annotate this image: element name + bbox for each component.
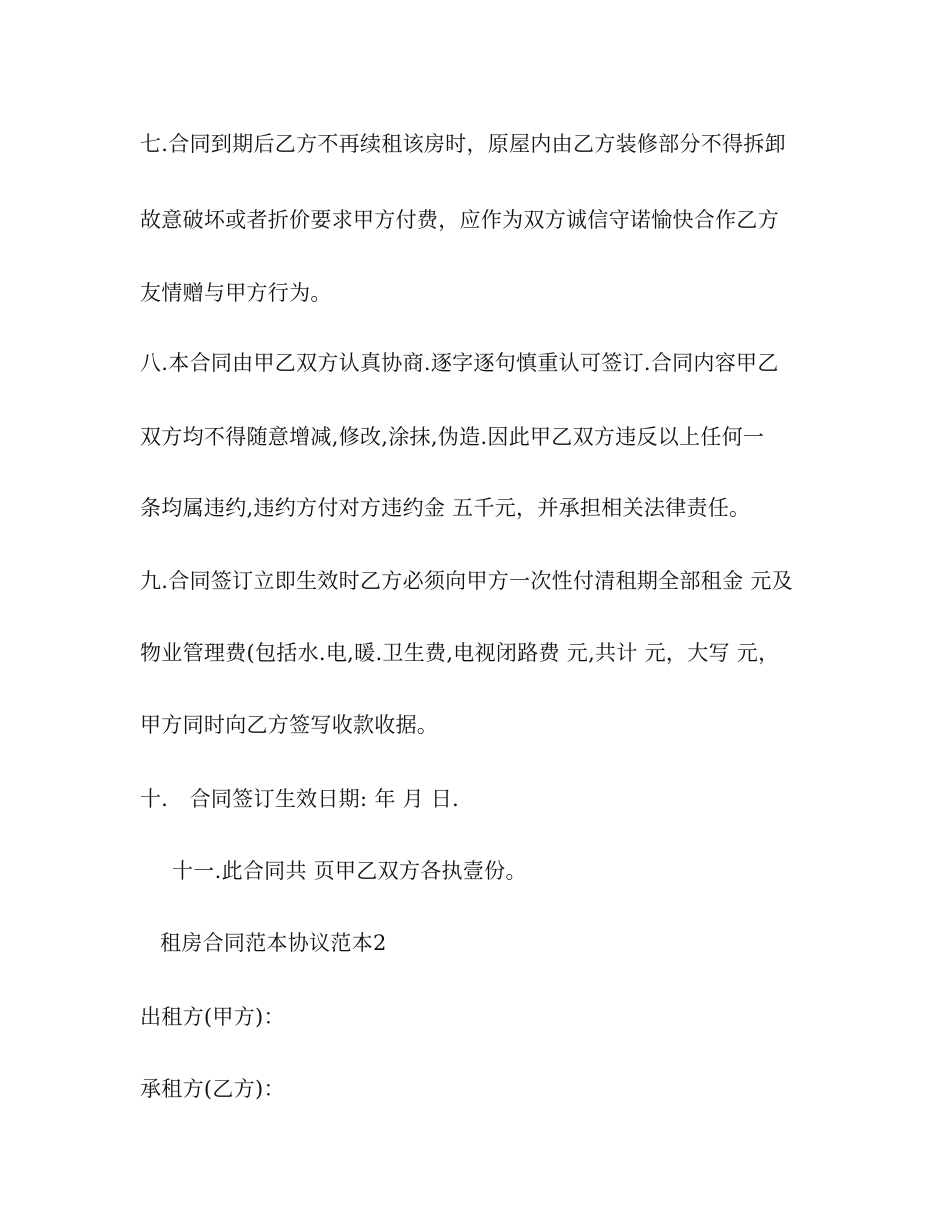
clause-7-line-3: 友情赠与甲方行为。 <box>140 281 332 305</box>
clause-8-line-1: 八.本合同由甲乙双方认真协商.逐字逐句慎重认可签订.合同内容甲乙 <box>140 351 779 375</box>
clause-11: 十一.此合同共 页甲乙双方各执壹份。 <box>172 859 527 883</box>
clause-8-line-3: 条均属违约,违约方付对方违约金 五千元，并承担相关法律责任。 <box>140 496 751 520</box>
clause-7-line-1: 七.合同到期后乙方不再续租该房时，原屋内由乙方装修部分不得拆卸 <box>140 132 786 156</box>
section-heading: 租房合同范本协议范本2 <box>160 931 387 955</box>
clause-9-line-1: 九.合同签订立即生效时乙方必须向甲方一次性付清租期全部租金 元及 <box>140 569 793 593</box>
clause-7-line-2: 故意破坏或者折价要求甲方付费，应作为双方诚信守诺愉快合作乙方 <box>140 208 779 232</box>
clause-8-line-2: 双方均不得随意增减,修改,涂抹,伪造.因此甲乙双方违反以上任何一 <box>140 425 765 449</box>
clause-9-line-2: 物业管理费(包括水.电,暖.卫生费,电视闭路费 元,共计 元，大写 元， <box>140 641 780 665</box>
clause-10: 十． 合同签订生效日期: 年 月 日． <box>140 787 474 811</box>
lessee-label: 承租方(乙方)： <box>140 1077 285 1101</box>
lessor-label: 出租方(甲方)： <box>140 1005 285 1029</box>
clause-9-line-3: 甲方同时向乙方签写收款收据。 <box>140 713 439 737</box>
